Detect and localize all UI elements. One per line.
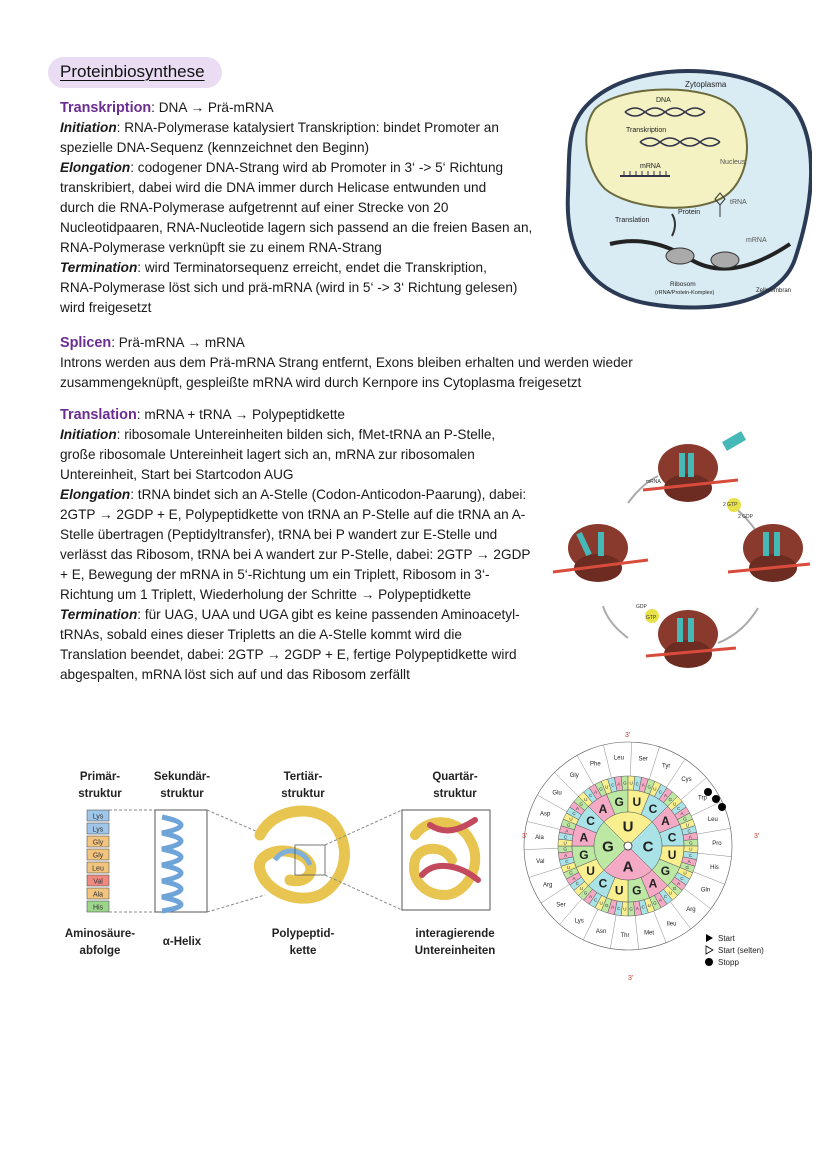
text-line: Translation beendet, dabei: 2GTP → 2GDP + E, fertige Polypeptidkette wird xyxy=(60,647,517,662)
amino-acid: Lys xyxy=(92,813,104,821)
text-line: Stelle übertragen (Peptidyltransfer), tRNA bei P wandert zur E-Stelle und xyxy=(60,527,498,542)
codon-base-label: G xyxy=(685,864,690,870)
codon-base-label: C xyxy=(564,834,568,840)
protein-structure-diagram xyxy=(60,765,510,965)
amino-acid-label: Met xyxy=(644,930,655,937)
codon-base-label: C xyxy=(588,792,593,798)
amino-acid: Gly xyxy=(92,852,104,860)
termination-label: Termination xyxy=(60,260,138,275)
codon-base-label: G xyxy=(653,900,657,906)
codon-base-label: A xyxy=(641,782,645,788)
amino-acid: His xyxy=(92,904,104,912)
end-label: 3' xyxy=(628,975,634,982)
codon-base-label: U xyxy=(623,906,627,912)
codon-base-label: G xyxy=(599,786,603,792)
codon-base-label: A xyxy=(658,897,662,903)
caption-aminosaeure-2: abfolge xyxy=(79,945,121,957)
page-title: Proteinbiosynthese xyxy=(60,62,205,81)
codon-base-label: C xyxy=(688,852,692,858)
codon-base-label: U xyxy=(647,902,651,908)
splicen-heading: Splicen xyxy=(60,335,112,351)
codon-base-label: U xyxy=(569,816,573,822)
initiation-label: Initiation xyxy=(60,427,117,442)
alpha-helix xyxy=(162,817,181,911)
text-line: abgespalten, mRNA löst sich auf und das Ribosom zerfällt xyxy=(60,667,410,682)
elongation-text: : codogener DNA-Strang wird ab Promoter in 3‘ -> 5‘ Richtung xyxy=(130,160,504,175)
amino-acid-label: Val xyxy=(536,859,545,866)
second-base-label: A xyxy=(598,801,608,816)
codon-base-label: A xyxy=(635,905,639,911)
heading-tertiaer: Tertiär- xyxy=(283,771,323,783)
caption-polypeptid-2: kette xyxy=(289,945,317,957)
label-gtp: GTP xyxy=(646,615,657,621)
codon-base-label: U xyxy=(653,786,657,792)
text-line: Introns werden aus dem Prä-mRNA Strang entfernt, Exons bleiben erhalten und werden wieder xyxy=(60,355,633,370)
second-base-label: G xyxy=(660,864,671,879)
codon-base-label: G xyxy=(647,784,651,790)
splicen-section xyxy=(60,333,780,393)
second-base-label: U xyxy=(632,795,642,810)
amino-acid: Val xyxy=(93,878,103,886)
codon-base-label: U xyxy=(689,846,693,852)
second-base-label: A xyxy=(579,830,589,845)
amino-acid-label: Leu xyxy=(613,755,624,762)
legend-start-selten: Start (selten) xyxy=(718,946,764,955)
initiation-label: Initiation xyxy=(60,120,117,135)
ribosome-bottom xyxy=(646,610,736,668)
label-gtp: 2 GTP xyxy=(723,502,738,508)
end-label: 3' xyxy=(754,833,760,840)
codon-base-label: C xyxy=(663,894,668,900)
amino-acid-label: Leu xyxy=(707,817,718,824)
text-line: Richtung um 1 Triplett, Wiederholung der Schritte → Polypeptidkette xyxy=(60,587,472,602)
amino-acid-label: Trp xyxy=(698,795,707,802)
stop-icon xyxy=(705,958,713,966)
codon-base-label: U xyxy=(579,885,583,891)
codon-base-label: G xyxy=(689,840,693,846)
second-base-label: U xyxy=(586,864,595,879)
second-base-label: U xyxy=(614,883,624,898)
amino-acid: Gly xyxy=(92,839,104,847)
first-base-label: G xyxy=(602,838,614,856)
termination-text: : für UAG, UAA und UGA gibt es keine passenden Aminoacetyl- xyxy=(137,607,520,622)
codon-base-label: G xyxy=(569,870,573,876)
text-line: + E, Bewegung der mRNA in 5‘-Richtung um ein Triplett, Ribosom in 3‘- xyxy=(60,567,490,582)
second-base-label: C xyxy=(598,876,608,891)
nucleus xyxy=(586,89,747,207)
codon-base-label: G xyxy=(683,816,687,822)
codon-base-label: C xyxy=(687,828,691,834)
second-base-label: C xyxy=(648,801,658,816)
label-protein: Protein xyxy=(678,209,701,216)
codon-base-label: A xyxy=(617,781,621,787)
codon-base-label: C xyxy=(680,875,684,881)
caption-alpha-helix: α-Helix xyxy=(162,936,202,948)
text-line: durch die RNA-Polymerase aufgetrennt auf einer Strecke von 20 xyxy=(60,200,449,215)
initiation-text: : ribosomale Untereinheiten bilden sich, fMet-tRNA an P-Stelle, xyxy=(116,427,496,442)
codon-base-label: A xyxy=(664,792,668,798)
amino-acid-label: Phe xyxy=(590,761,601,768)
transkription-heading: Transkription xyxy=(60,100,152,116)
amino-acid: Ala xyxy=(92,891,104,899)
transkription-heading-rest: : DNA → Prä-mRNA xyxy=(151,100,274,115)
codon-base-label: A xyxy=(680,811,684,817)
codon-base-label: U xyxy=(629,780,633,786)
ribosome-cycle-diagram xyxy=(548,428,812,684)
codon-base-label: A xyxy=(687,858,691,864)
cell-diagram xyxy=(560,64,812,314)
translation-heading: Translation xyxy=(60,407,137,423)
heading-tertiaer-2: struktur xyxy=(281,788,325,800)
codon-base-label: C xyxy=(635,781,639,787)
amino-acid-label: Gly xyxy=(569,773,579,780)
text-line: RNA-Polymerase löst sich und prä-mRNA (wird in 5‘ -> 3‘ Richtung gelesen) xyxy=(60,280,518,295)
second-base-label: U xyxy=(667,847,677,862)
codon-base-label: C xyxy=(617,905,621,911)
zoom-line xyxy=(109,810,155,912)
heading-sekundaer: Sekundär- xyxy=(153,771,211,783)
translation-heading-rest: : mRNA + tRNA → Polypeptidkette xyxy=(136,407,345,422)
amino-acid: Leu xyxy=(92,865,104,873)
ribosome-right xyxy=(728,524,810,582)
codon-base-label: U xyxy=(567,864,571,870)
heading-primaer: Primär- xyxy=(79,771,121,783)
codon-base-label: G xyxy=(672,885,677,891)
label-mrna: mRNA xyxy=(646,479,661,485)
caption-polypeptid: Polypeptid- xyxy=(271,928,335,940)
amino-acid-label: Asp xyxy=(540,811,551,818)
translation-section xyxy=(60,405,550,685)
codon-base-label: U xyxy=(584,796,588,802)
amino-acid-label: Glu xyxy=(552,790,562,797)
codon-base-label: G xyxy=(563,846,567,852)
caption-interagierende: interagierende xyxy=(415,928,495,940)
amino-acid-label: Arg xyxy=(542,882,553,889)
amino-acid-label: Pro xyxy=(712,841,722,848)
codon-base-label: C xyxy=(611,782,615,788)
codon-base-label: A xyxy=(594,789,598,795)
quaternary-structure xyxy=(414,820,478,895)
codon-base-label: G xyxy=(668,796,673,802)
codon-base-label: G xyxy=(623,780,627,786)
text-line: wird freigesetzt xyxy=(60,300,152,315)
second-base-label: C xyxy=(586,814,595,829)
codon-base-label: C xyxy=(565,858,569,864)
codon-base-label: A xyxy=(688,834,692,840)
amino-acid-label: Cys xyxy=(681,777,692,784)
text-line: Untereinheit, Start bei Startcodon AUG xyxy=(60,467,294,482)
amino-acid-label: Arg xyxy=(686,907,696,914)
codon-base-label: G xyxy=(629,906,633,912)
tertiary-structure xyxy=(259,811,344,898)
amino-acid-label: Asn xyxy=(595,928,607,935)
label-gdp: GDP xyxy=(636,604,647,610)
codon-base-label: G xyxy=(566,822,571,828)
codon-base-label: C xyxy=(676,806,681,812)
label-gdp: 2 GDP xyxy=(738,514,754,520)
amino-acid-label: His xyxy=(710,865,719,872)
amino-acid-label: Ser xyxy=(638,756,648,763)
codon-base-label: G xyxy=(605,902,609,908)
elongation-text: : tRNA bindet sich an A-Stelle (Codon-Anticodon-Paarung), dabei: xyxy=(130,487,527,502)
label-ribosom: Ribosom xyxy=(670,281,696,288)
first-base-label: U xyxy=(622,818,634,836)
text-line: RNA-Polymerase verknüpft sie zu einem RNA-Strang xyxy=(60,240,382,255)
codon-base-label: C xyxy=(575,881,580,887)
codon-base-label: U xyxy=(673,801,677,807)
label-transkription: Transkription xyxy=(626,127,667,134)
codon-base-label: U xyxy=(563,840,567,846)
text-line: zusammengeknüpft, gespleißte mRNA wird durch Kernpore ins Cytoplasma freigesetzt xyxy=(60,375,582,390)
heading-quartaer-2: struktur xyxy=(433,788,477,800)
amino-acid-label: Tyr xyxy=(662,763,671,770)
codon-base-label: A xyxy=(677,881,681,887)
codon-base-label: C xyxy=(572,811,576,817)
amino-acid-label: Ser xyxy=(556,902,566,909)
second-base-label: C xyxy=(667,830,677,845)
codon-base-label: A xyxy=(588,894,592,900)
heading-sekundaer-2: struktur xyxy=(160,788,204,800)
text-line: spezielle DNA-Sequenz (kennzeichnet den Beginn) xyxy=(60,140,370,155)
first-base-label: C xyxy=(642,838,654,856)
termination-text: : wird Terminatorsequenz erreicht, endet die Transkription, xyxy=(137,260,487,275)
codon-base-label: C xyxy=(593,897,598,903)
label-mrna-inner: mRNA xyxy=(640,163,661,170)
end-label: 3' xyxy=(522,833,528,840)
splicen-heading-rest: : Prä-mRNA → mRNA xyxy=(111,335,245,350)
text-line: tRNAs, sobald eines dieser Tripletts an die A-Stelle kommt wird die xyxy=(60,627,462,642)
ribosome xyxy=(666,248,694,264)
codon-base-label: C xyxy=(641,904,645,910)
heading-primaer-2: struktur xyxy=(78,788,122,800)
termination-label: Termination xyxy=(60,607,138,622)
label-translation: Translation xyxy=(615,217,650,224)
codon-base-label: G xyxy=(579,801,584,807)
text-line: verlässt das Ribosom, tRNA bei A wandert zur P-Stelle, dabei: 2GTP → 2GDP xyxy=(60,547,531,562)
text-line: Nucleotidpaaren, RNA-Nucleotide lagern sich passend an die freien Basen an, xyxy=(60,220,533,235)
codon-base-label: U xyxy=(683,870,687,876)
center-marker xyxy=(624,842,632,850)
amino-acid-label: Ileu xyxy=(666,921,677,928)
end-label: 3' xyxy=(625,732,631,739)
legend-start: Start xyxy=(718,934,735,943)
amino-acid-chain xyxy=(87,810,109,912)
codon-base-label: U xyxy=(685,822,689,828)
label-ribosom-sub: (rRNA/Protein-Komplex) xyxy=(655,290,715,296)
ribosome xyxy=(711,252,739,268)
label-trna: tRNA xyxy=(730,199,747,206)
start-icon xyxy=(706,934,713,942)
codon-base-label: A xyxy=(572,875,576,881)
transkription-section xyxy=(60,98,550,318)
label-dna: DNA xyxy=(656,97,671,104)
codon-base-label: U xyxy=(599,900,603,906)
second-base-label: A xyxy=(661,814,670,829)
caption-interagierende-2: Untereinheiten xyxy=(414,945,496,957)
ribosome-top xyxy=(643,431,746,502)
label-zytoplasma: Zytoplasma xyxy=(685,80,727,89)
codon-base-label: A xyxy=(575,806,579,812)
elongation-label: Elongation xyxy=(60,487,131,502)
second-base-label: G xyxy=(614,795,624,810)
amino-acid-label: Lys xyxy=(574,918,584,925)
amino-acid-label: Thr xyxy=(620,933,630,940)
amino-acid: Lys xyxy=(92,826,104,834)
codon-base-label: C xyxy=(658,789,663,795)
codon-base-label: U xyxy=(668,890,672,896)
ribosome-left xyxy=(553,524,648,582)
second-base-label: G xyxy=(579,847,589,862)
initiation-text: : RNA-Polymerase katalysiert Transkription: bindet Promoter an xyxy=(116,120,499,135)
codon-base-label: A xyxy=(611,904,615,910)
text-line: große ribosomale Untereinheit lagert sich an, mRNA zur ribosomalen xyxy=(60,447,475,462)
label-zellmembran: Zellmembran xyxy=(756,288,792,294)
first-base-label: A xyxy=(622,858,634,876)
text-line: transkribiert, dabei wird die DNA immer durch Helicase entwunden und xyxy=(60,180,487,195)
codon-base-label: A xyxy=(565,828,569,834)
codon-base-label: G xyxy=(583,890,588,896)
amino-acid-label: Ala xyxy=(535,834,544,841)
text-line: 2GTP → 2GDP + E, Polypeptidkette von tRNA an P-Stelle auf die tRNA an A- xyxy=(60,507,526,522)
second-base-label: A xyxy=(648,876,658,891)
amino-acid-label: Gln xyxy=(700,887,711,894)
caption-aminosaeure: Aminosäure- xyxy=(64,928,136,940)
heading-quartaer: Quartär- xyxy=(432,771,478,783)
elongation-label: Elongation xyxy=(60,160,131,175)
codon-base-label: A xyxy=(564,852,568,858)
code-sun-legend xyxy=(702,930,812,972)
legend-stopp: Stopp xyxy=(718,958,739,967)
second-base-label: G xyxy=(632,883,642,898)
start-rare-icon xyxy=(706,946,713,954)
label-mrna-outer: mRNA xyxy=(746,237,767,244)
codon-base-label: U xyxy=(605,784,609,790)
label-nucleus: Nucleus xyxy=(720,159,746,166)
